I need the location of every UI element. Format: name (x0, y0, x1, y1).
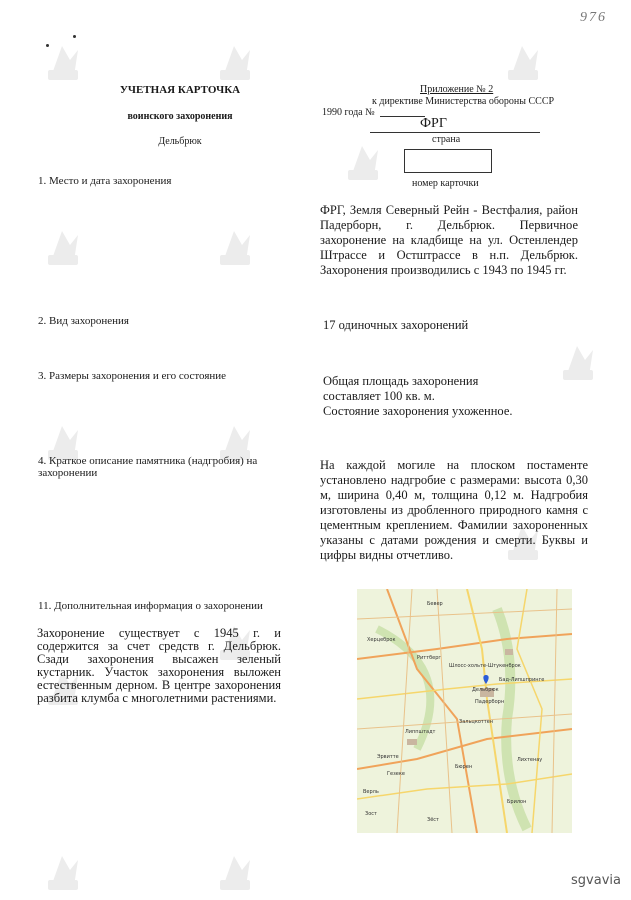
section-4-label-line: 4. Краткое описание памятника (надгробия) на (38, 455, 258, 467)
watermark-icon (212, 850, 258, 894)
map-label: Зёст (427, 817, 439, 823)
section-3-line: Состояние захоронения ухоженное. (323, 404, 513, 418)
watermark-icon (40, 850, 86, 894)
watermark-icon (212, 225, 258, 269)
map-label: Брилон (507, 799, 527, 805)
page-number: 976 (580, 10, 607, 25)
country-caption: страна (432, 134, 461, 145)
map-label: Бевер (427, 601, 443, 607)
location-map (357, 589, 572, 833)
section-1-value: ФРГ, Земля Северный Рейн - Вестфалия, район Падерборн, г. Дельбрюк. Первичное захоронение на кладбище на ул. Остенлендер Штрассе и Остштрассе в н.п. Дельбрюк. Захоронения производились с 1943 по 1945 гг. (320, 203, 578, 277)
map-label: Верль (363, 789, 379, 795)
section-3-line: составляет 100 кв. м. (323, 389, 435, 403)
watermark-icon (212, 40, 258, 84)
map-label: Падерборн (475, 699, 505, 705)
section-11-value: Захоронение существует с 1945 г. и содержится за счет средств г. Дельбрюк. Сзади захоронения высажен зеленый кустарник. Участок захоронения выложен естественным дерном. В центре захоронения разбита клумба с многолетними растениями. (37, 626, 281, 705)
section-2-label: 2. Вид захоронения (38, 315, 129, 327)
section-4-label-line: захоронении (38, 467, 98, 479)
appendix-label: Приложение № 2 (420, 84, 494, 95)
map-label: Зальцкоттен (459, 719, 494, 725)
section-11-label: 11. Дополнительная информация о захоронении (38, 600, 263, 612)
watermark-icon (40, 40, 86, 84)
card-subtitle: воинского захоронения (127, 111, 233, 122)
section-4-label (38, 455, 257, 479)
scan-speck (73, 35, 76, 38)
section-3-label: 3. Размеры захоронения и его состояние (38, 370, 227, 382)
section-1-label: 1. Место и дата захоронения (38, 175, 172, 187)
map-label: Лихтенау (517, 757, 543, 763)
directive-number-line (380, 116, 425, 117)
site-watermark: sgvavia (571, 873, 621, 888)
directive-year: 1990 года № (322, 107, 375, 118)
map-label: Бад-Липшпринге (499, 677, 545, 683)
burial-place: Дельбрюк (158, 136, 202, 147)
country-line (370, 132, 540, 133)
card-number-caption: номер карточки (412, 178, 479, 189)
card-title: УЧЕТНАЯ КАРТОЧКА (119, 84, 241, 96)
section-3-line: Общая площадь захоронения (323, 374, 479, 388)
map-label: Эрвитте (377, 754, 399, 760)
map-label: Херцеброк (367, 637, 396, 643)
map-label: Шлосс-хольте-Штукенброк (449, 663, 521, 669)
map-roads (357, 589, 572, 833)
map-label: Липпштадт (405, 729, 436, 735)
country-value: ФРГ (420, 116, 447, 131)
card-number-box (404, 149, 492, 173)
map-label: Риттберг (417, 655, 442, 661)
map-label: Дельбрюк (472, 687, 499, 693)
watermark-icon (555, 340, 601, 384)
watermark-icon (40, 225, 86, 269)
map-label: Бюрен (455, 764, 473, 770)
section-2-value: 17 одиночных захоронений (323, 318, 469, 332)
map-label: Зост (365, 811, 377, 817)
watermark-icon (340, 140, 386, 184)
watermark-icon (500, 40, 546, 84)
directive-label: к директиве Министерства обороны СССР (372, 96, 555, 107)
section-3-value (323, 374, 513, 419)
section-4-value: На каждой могиле на плоском постаменте установлено надгробие с размерами: высота 0,30 м, ширина 0,40 м, толщина 0,12 м. Надгробия изготовлены из дробленного природного камня с цементным креплением. Фамилии захороненных указаны с датами рождения и смерти. Буквы и цифры видны отчетливо. (320, 458, 588, 562)
map-label: Гезеке (387, 771, 405, 777)
